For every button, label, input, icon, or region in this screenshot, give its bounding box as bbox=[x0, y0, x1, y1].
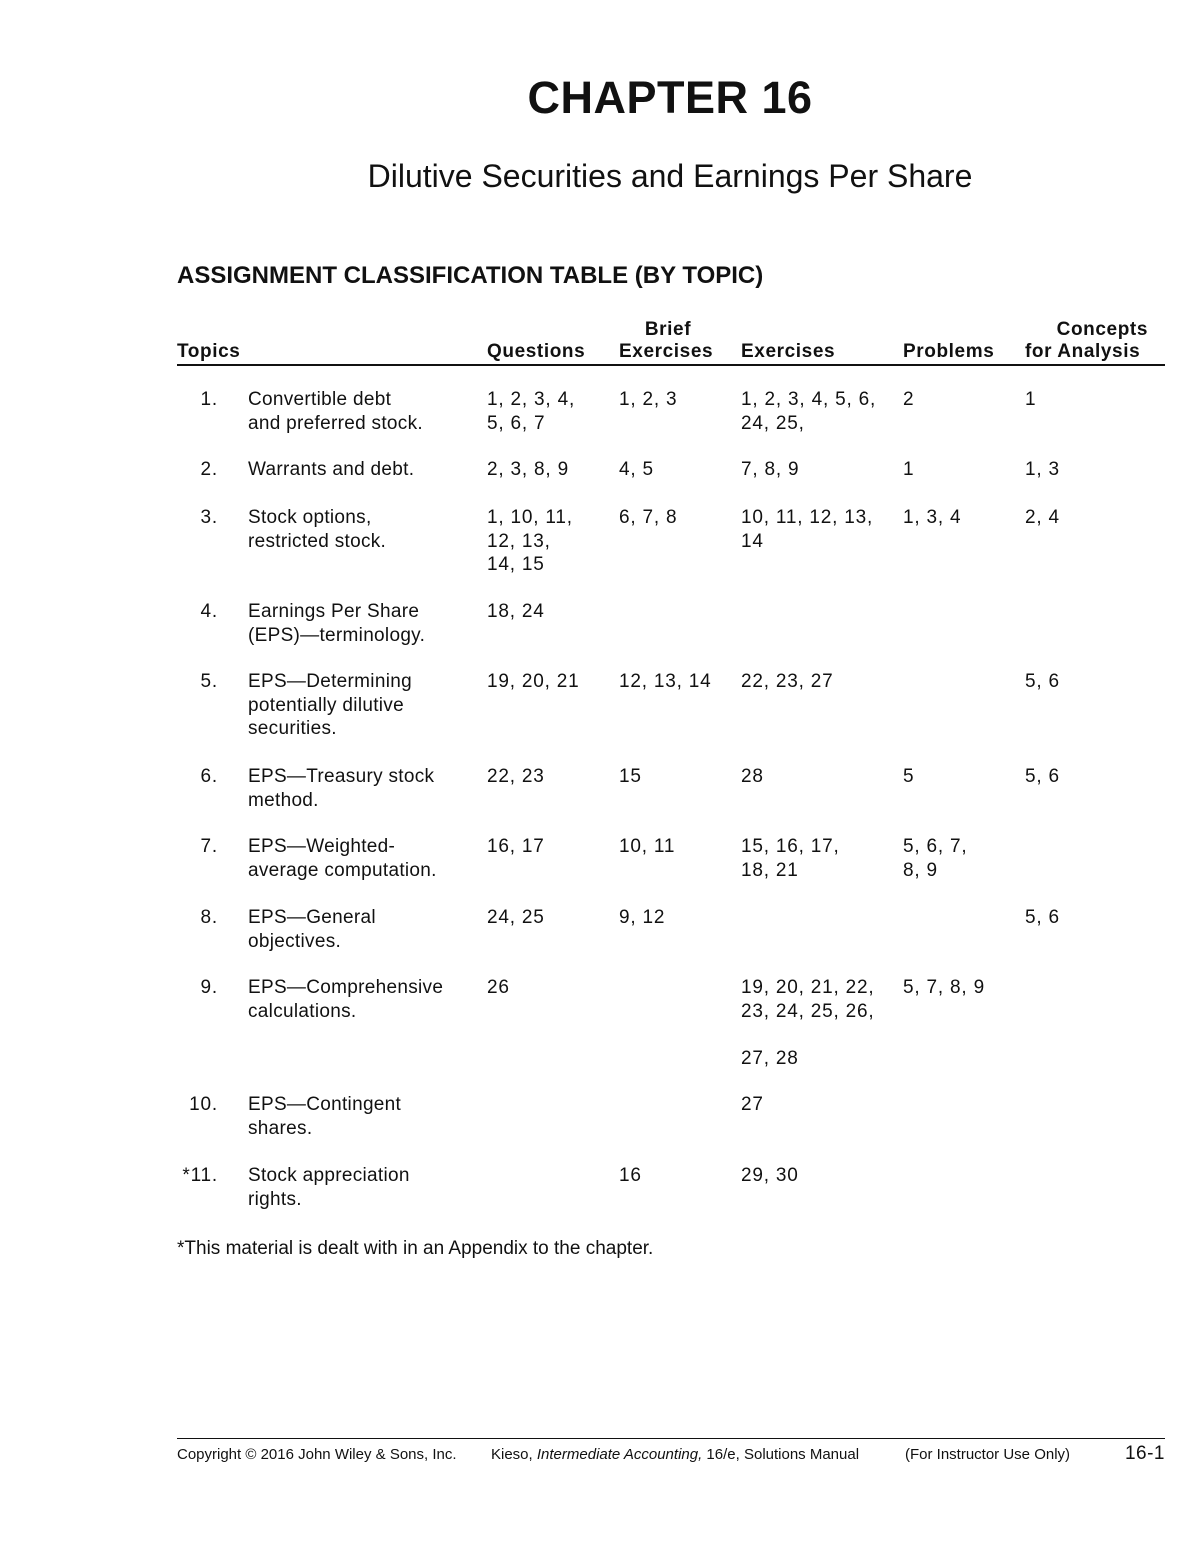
row-concepts: 5, 6 bbox=[1025, 671, 1060, 692]
row-topic: Earnings Per Share (EPS)—terminology. bbox=[248, 601, 426, 646]
row-concepts: 1, 3 bbox=[1025, 459, 1060, 480]
row-questions: 16, 17 bbox=[487, 836, 545, 857]
header-topics: Topics bbox=[177, 341, 241, 362]
row-questions: 24, 25 bbox=[487, 907, 545, 928]
page-footer bbox=[177, 1443, 1165, 1470]
row-exercises: 1, 2, 3, 4, 5, 6, 24, 25, bbox=[741, 389, 877, 434]
row-number: *11. bbox=[182, 1165, 218, 1186]
chapter-subtitle: Dilutive Securities and Earnings Per Share bbox=[367, 158, 973, 194]
row-exercises: 10, 11, 12, 13, 14 bbox=[741, 507, 874, 552]
row-problems: 1 bbox=[903, 459, 915, 480]
section-heading: ASSIGNMENT CLASSIFICATION TABLE (BY TOPIC) bbox=[177, 262, 764, 289]
footer-manual: Solutions Manual bbox=[743, 1446, 860, 1463]
row-problems: 1, 3, 4 bbox=[903, 507, 962, 528]
header-brief-bottom: Exercises bbox=[619, 341, 714, 362]
row-exercises: 28 bbox=[741, 766, 764, 787]
row-number: 10. bbox=[189, 1094, 218, 1115]
row-number: 7. bbox=[200, 836, 218, 857]
row-questions: 1, 2, 3, 4, 5, 6, 7 bbox=[487, 389, 576, 434]
row-topic: EPS—General objectives. bbox=[248, 907, 376, 952]
row-questions: 22, 23 bbox=[487, 766, 545, 787]
row-number: 9. bbox=[200, 977, 218, 998]
row-concepts: 5, 6 bbox=[1025, 766, 1060, 787]
header-concepts-bottom: for Analysis bbox=[1025, 341, 1141, 362]
row-brief-exercises: 4, 5 bbox=[619, 459, 654, 480]
row-brief-exercises: 15 bbox=[619, 766, 642, 787]
row-topic: EPS—Comprehensive calculations. bbox=[248, 977, 444, 1022]
header-questions: Questions bbox=[487, 341, 586, 362]
footer-copyright: Copyright © 2016 John Wiley & Sons, Inc. bbox=[177, 1446, 457, 1463]
row-brief-exercises: 6, 7, 8 bbox=[619, 507, 678, 528]
row-concepts: 1 bbox=[1025, 389, 1037, 410]
footer-usage-note: (For Instructor Use Only) bbox=[905, 1446, 1071, 1463]
chapter-title: CHAPTER 16 bbox=[527, 72, 813, 123]
row-problems: 5 bbox=[903, 766, 915, 787]
row-brief-exercises: 10, 11 bbox=[619, 836, 676, 857]
row-number: 3. bbox=[200, 507, 218, 528]
row-topic: Stock appreciation rights. bbox=[248, 1165, 410, 1210]
footer-book-reference bbox=[491, 1446, 859, 1463]
row-topic: EPS—Contingent shares. bbox=[248, 1094, 402, 1139]
row-topic: Warrants and debt. bbox=[248, 459, 415, 480]
row-topic: EPS—Weighted- average computation. bbox=[248, 836, 437, 881]
footer-divider bbox=[177, 1438, 1165, 1439]
row-exercises: 22, 23, 27 bbox=[741, 671, 834, 692]
row-questions: 18, 24 bbox=[487, 601, 545, 622]
row-brief-exercises: 9, 12 bbox=[619, 907, 666, 928]
header-problems: Problems bbox=[903, 341, 995, 362]
row-number: 2. bbox=[200, 459, 218, 480]
header-exercises: Exercises bbox=[741, 341, 836, 362]
row-topic: EPS—Determining potentially dilutive securities. bbox=[248, 671, 412, 739]
row-exercises: 29, 30 bbox=[741, 1165, 799, 1186]
row-number: 6. bbox=[200, 766, 218, 787]
row-number: 1. bbox=[200, 389, 218, 410]
header-concepts-top: Concepts bbox=[1056, 319, 1148, 340]
row-problems: 2 bbox=[903, 389, 915, 410]
footnote: *This material is dealt with in an Appendix to the chapter. bbox=[177, 1238, 654, 1259]
table-header bbox=[177, 318, 1165, 366]
row-brief-exercises: 1, 2, 3 bbox=[619, 389, 678, 410]
row-problems: 5, 7, 8, 9 bbox=[903, 977, 985, 998]
row-number: 5. bbox=[200, 671, 218, 692]
row-problems: 5, 6, 7, 8, 9 bbox=[903, 836, 968, 881]
row-exercises: 7, 8, 9 bbox=[741, 459, 800, 480]
row-questions: 2, 3, 8, 9 bbox=[487, 459, 569, 480]
row-exercises: 15, 16, 17, 18, 21 bbox=[741, 836, 840, 881]
row-concepts: 5, 6 bbox=[1025, 907, 1060, 928]
row-concepts: 2, 4 bbox=[1025, 507, 1060, 528]
row-brief-exercises: 12, 13, 14 bbox=[619, 671, 712, 692]
row-questions: 1, 10, 11, 12, 13, 14, 15 bbox=[487, 507, 573, 575]
row-questions: 26 bbox=[487, 977, 510, 998]
header-brief-top: Brief bbox=[644, 319, 692, 340]
footer-edition: 16/e, bbox=[706, 1446, 740, 1463]
footer-book-title: Intermediate Accounting, bbox=[536, 1446, 703, 1463]
row-topic: Stock options, restricted stock. bbox=[248, 507, 387, 552]
row-exercises: 27 bbox=[741, 1094, 764, 1115]
row-exercises: 19, 20, 21, 22, 23, 24, 25, 26, 27, 28 bbox=[741, 977, 875, 1069]
row-topic: Convertible debt and preferred stock. bbox=[248, 389, 423, 434]
row-topic: EPS—Treasury stock method. bbox=[248, 766, 435, 811]
footer-author: Kieso, bbox=[491, 1446, 533, 1463]
row-number: 8. bbox=[200, 907, 218, 928]
row-questions: 19, 20, 21 bbox=[487, 671, 580, 692]
row-brief-exercises: 16 bbox=[619, 1165, 642, 1186]
page-number: 16-1 bbox=[1124, 1443, 1165, 1464]
row-number: 4. bbox=[200, 601, 218, 622]
